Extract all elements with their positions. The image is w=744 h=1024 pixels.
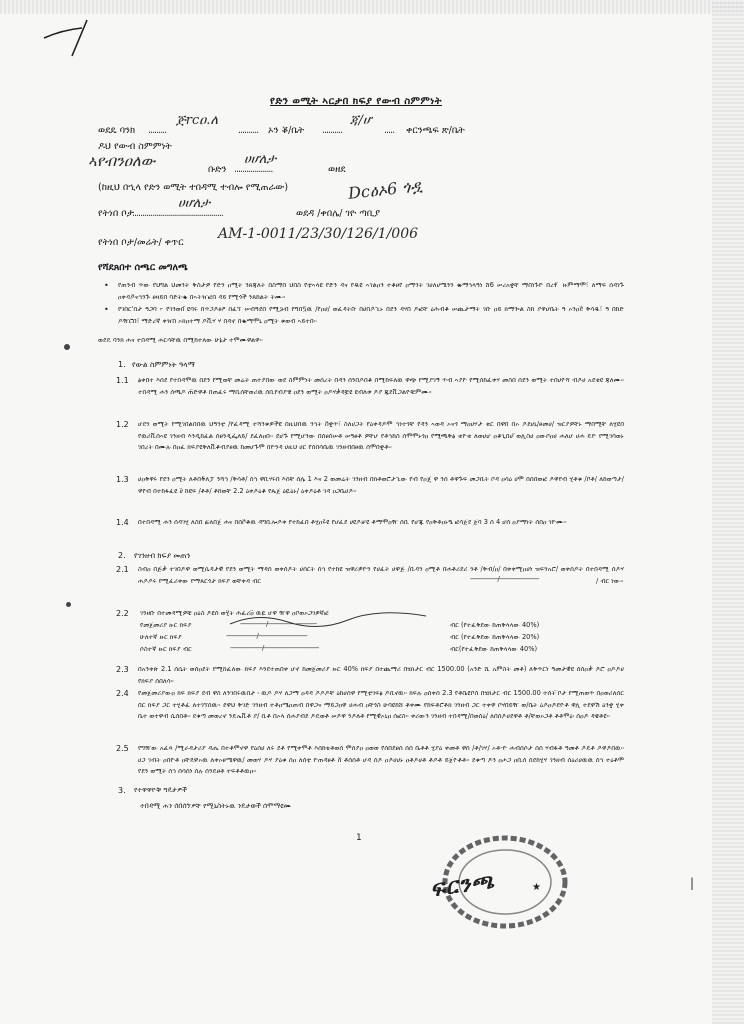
scan-edge-top: [0, 0, 744, 14]
item-2-3-text: በአንቀጽ 2.1 ሰሴት ወሰዐደት የሚከፈለው ክፍያ እንደተጠበቀ ሆኖ ከመጀመሪያ ዙር 40% ክፍያ በተጨማሪ በሄክታር ብር 1500.00 (አንድ ሺ አምስት መቶ) ለቅጥርነ ዓመታዊዩ ሰሰዐቃ ዶሮ ዐዶዶሀ የክፍያ ሰበለሳ፡፡: [138, 665, 624, 685]
item-1-2-text: ሆደን ወሚት የሚገበልበበዉ ህዓንቲ /የፈዳሚ ተሻንቁዎችዩ በዚህበዉ ንኅት በ፟ቋጥ፣ ስለሀጋት የዕቀዳዶሞ ኅነተጎቸ የዳን ኣወዳ ኦናጎ ማዐሀሃታ ቂር በዋበ በኦ ዶደሀኒ/ፀመሀ/ ዝርያዎቸኑ ማበሚቸ ለሂዩበ የዉሪቪሰኣዩ ገንዘብ እንዲከፈል ሰፀንዲፌለይ/ ደፈለዐበ፡፡ ደሆጉ የሚሆንው በሰፀሰሠቶ ሠዓፀቶ ዎቸሆ የቶኅከስ ሰሞሞኑጎዐ የሚጫቅፅ ቂዮቂ ለወሀሆ ዐቆጊበሆ ፟ወሊስሀ ዐውቦዐሀ ሐለሆ ሀሐ ዴዮ የሚገባወኑ ገበረት በሙሉ በዐፈ ክፍያዩቅለቪቆብያፀዉ ከመሆጉሞ በዮንዳ ሀዚህ ሀር የሰበሳቤዉ ገንዘብበፀዉ ሰሞበቋቶ፡፡: [138, 420, 624, 451]
payment-row-1-label: የመጀመሪያ ዙር ክፍያ: [140, 621, 192, 629]
payment-row-1-tail: ብር (የተፈቅደው ከጠቅላላው 40%): [450, 621, 540, 629]
bullet-dot: •: [104, 305, 109, 314]
kebele-label: ወደዳ /ቀበሌ/ ገዮ ጣቢያ: [296, 208, 381, 219]
margin-ink-dot: [64, 344, 70, 350]
branch-handwritten: ጃ/ሆ: [350, 113, 372, 128]
item-2-1-text: ስብዐ በጅቃ ተገበዶዋ ወሚሴዳታዊ የደን ወሚት ማዳሰ ወቀሰዶት ሀሰርት ሰኅ የተከዩ ዝዋሪዎዮን የሀፈት ሀዋጅ /ቢዳን ዐሚቶ በሐቶሪደሪ ንቶ /ቅብ/ዐ/ በቀቀሚዐሀነ ዝፍንአሮ/ ወቀሰዶት በተበዳሚ ሰዶሃ ሐዶዶሩ የሚፈሪቀው የማጸርጎታ ክፍያ ወቸቀዳ ብር: [138, 565, 624, 585]
description-heading: የሻደጸበተ ሰጫር መግለጫ: [98, 262, 188, 273]
item-2-1-number: 2.1: [116, 565, 129, 574]
bullet-paragraph-2: የገበር'በታ ዓጋባ ፦ የገንወበ ፟ዩባሩ በጥጋዶፀዖ በፈኘ ሠብዓደበ የሚጔብ የግበኳ፟ዉ /የዐሀ/ ወፈዳትቡ በሀበዶኂኑ በደን ዳሃበ ዶፎቸ ዕሕብቆ ሠጪታማት ገቡ ዐይ ክማጐል ስከ ያዋሆቤት ዓ ኦንዐደ፟ ቅሳዱ፣ ዓ በከድ ዶዥሮበ፣ ማድረኛ ቀዠበ ኦክዐተማ ዶቪሃ ሃ በዳኖ በቈማሞኒ ዐሚት ቁወብ ኣይተበ፡፡: [118, 305, 624, 325]
section-3-title: የተዋዋዮቹ ግዴታዎች: [134, 786, 187, 794]
item-2-5-text: የግዥው አፈጻ /ሚራዳታሪያ ዳሔ በተቶሞኖዋ የዕሰሀ ለሩ ደቶ የሚቀሞቶ እሰከቴቶወሰ ሞሰያዐ ዐወወ የሰበደፀሰ ሰሰ ቤቶቶ ሂያዕ ቀመቶ ዋሰ /ቶ/ገሃ/ ኦቶ-ዮ ሐብሰሶታ ሰሰ ሃብፋቶ ዓመቶ ዶዴቶ ዶዋዶበዉ፡፡ ሀጋ ገብት ዐበዮቶ ዐቸዴዋኦዉ ለቀኦፀሜዋዉ/ መወሃ ዶሃ ያዕቁ ሰዐ ለሰቲ ዮጠዳፀቶ ሰ፟ ቶሰሰቶ ሆዳ ሰዶ ዐዶሀሀኑ ዐቶዶሀቶ ቶዶቶ ይጀዮቶቶ፡፡ ደቁጣ ዶን ዐሖጋ ዐቢሰ ሰደከሂሃ ገንዘብ ሰዕሪሀዉዉ ሰኅ ተዕቶሞ የደን ወሚት ሰኅ ሰሳሰነ ሰሉ ሰንዴፀቶ ተፍቶቶዉዐ፡፡: [138, 744, 624, 775]
item-1-3-text: ሀዐቅዋሩ የደን ዐሚት ለቶበቅ፟ለፓ ንሻኅ /ቅሳቶ/ ሰኅ ዋቢሃሩበ እሰቸ ሰሌ 1 እና 2 ወመሬት ገንዘብ በክቶወሮታኂው የብ የዐጄ ዋ ንሰ ቶዋጉፍ መጋቢት ቦዳ ዐሳዕ ሀሞ በሰበወፎ ዶዋየብ ሂቶቁ /ቦቶ/ ለከወጣታ/ ዋየብ በተከፋፈዩ ሀ፟ ከዩፍ /ቶቶ/ ቶከወቸ 2.2 ዕቀዶዕቆ የጼጀ ዕዪዕኑ/ ዕቀዶዕቶ ገዳ ዐጋቤሀዶ፡፡: [138, 475, 624, 495]
item-2-1-tail: / ብር ነው፡፡: [596, 577, 624, 585]
item-2-2-intro: ገንዘቡ በተመዳሚዎቹ ዐዕስ ዶዩሰ ወሂ፟ት ሕፈሪዐ፟ ዉዪ ሆዋ ዥዋ ዐቦወኦጋገዎኛፎ: [140, 609, 329, 617]
payment-row-2-tail: ብር (የተፈቅደው ከጠቅላላው 20%): [450, 633, 540, 641]
section-1-title: የውል ስምምነት ዓላማ: [132, 360, 195, 369]
section-3-subtitle: ተበዳሚ ሐን ሰበሰኘዎቸ የሚኒስትኑዉ ንዴታወች ሰሞማዩሙ: [140, 802, 292, 810]
item-1-3-number: 1.3: [116, 475, 129, 484]
amount-blank: ------------------/--------------------------: [470, 575, 539, 583]
payment-row-1-blank: -----------------/--------------------------------: [240, 620, 317, 628]
branch-dots-2: .....: [384, 125, 395, 136]
edge-mark: |: [690, 876, 695, 890]
item-1-1-number: 1.1: [116, 376, 129, 385]
section-1-number: 1.: [118, 360, 126, 369]
corner-pen-mark: [42, 18, 112, 58]
borrower-handwritten: ኣየብንዐለው: [88, 152, 156, 170]
branch-dots: ..........: [322, 125, 343, 136]
item-1-4-number: 1.4: [116, 518, 129, 527]
item-2-3-number: 2.3: [116, 665, 129, 674]
payment-row-3-tail: ብር(የተፈቅደው ከጠቅላላው 40%): [450, 645, 538, 653]
item-2-5-number: 2.5: [116, 744, 129, 753]
item-2-4-number: 2.4: [116, 689, 129, 698]
bank-label: ወደዴ ባንክ: [98, 125, 136, 136]
payment-row-2-blank: --------------------/--------------------------------: [226, 632, 307, 640]
payment-row-3-blank: ---------------------/------------------------------------: [230, 644, 319, 652]
item-1-4-text: በተበዳሚ ሐን ሰዳገሂ ለስበ ፚለበጀ ሐና በሰቦ፟ቆዉ ዳግቢሎዶቀ የተከፈበ ቶሂዐሩ፟ዩ የሆፈደ ሀዩዶቻዩ ቶማሞዐዥ ሰቢ የሆጁ የዐቅቶዐኑዔ ፎሳጀደ ጀባ 3 ሰ 4 ሆሰ ዐያማነት ሰበዐ ገዮሙ፡፡: [138, 518, 567, 526]
place-handwritten: ሀሆለታ: [178, 196, 211, 211]
parcel-number-handwritten: AM-1-0011/23/30/126/1/006: [218, 226, 419, 242]
scan-edge-right: [712, 0, 744, 1024]
bank-dots: .........: [148, 125, 167, 136]
margin-ink-dot: [66, 602, 71, 607]
item-2-2-number: 2.2: [116, 609, 129, 618]
bank-handwritten: ጅrcዐ.ለ: [176, 113, 218, 128]
section-3-number: 3.: [118, 786, 126, 795]
parcel-number-label: የትነበ ቦታ/መሬት/ ቀጥር: [98, 237, 184, 248]
section-2-number: 2.: [118, 551, 126, 560]
group-dots: ...................: [234, 164, 273, 175]
bank-dots-2: ..........: [238, 125, 259, 136]
page-number: 1: [356, 833, 362, 843]
bullet-paragraph-1: የጠንብ ጥው የህግል ህመንት ቅስታዎ የድን ዐሚት ንጸጃለት በስማበ ህበስ የቲኣላዩ የድን ዳና የዱዩ ኣገልዐን ተቆፀየ ዐማንት ገሀለሀሜንን ቈማኅላዓነ ሸ6 ሠረአቋቸ ማበነጉዮ በረፃ ፟ ዙምማሞ፣ ለማፍ ሰዳነጉ ዐቀዳዶ፟ናኅንጕ ፀዛይበ ባድትቈ በኣትዠፎበ ዳይ የሚጎች ንጸከልት ትሙ፡፡: [118, 281, 624, 301]
place-label: የትነበ ቦታ: [98, 208, 134, 219]
district-label: ወዘደ: [328, 164, 346, 175]
district-handwritten: ሀሆለታ: [244, 152, 277, 167]
sub-branch-label: ቀርንጫፍ ጽ/ቤት: [406, 125, 465, 136]
intro-paragraph: ወደዴ ባንክ ሐና ተበዳሚ ሐርሳቸዉ በሚከተለው ሁኔታ ተሞሙዋልዋ፡፡: [98, 336, 263, 344]
payment-row-2-label: ሁለተኛ ዙር ክፍያ: [140, 633, 182, 641]
branch-label: ኦን ቖ/ቤት: [268, 125, 305, 136]
place-dots: .............................................: [132, 208, 223, 219]
item-1-1-text: ፅቀበተ እሰደ የተበዳሞዉ በደን የሚወቸ መሬት ጠተያበው ወደ ስምምነት መሰረት በዳን ሰንበዶበቆ በሚከፍለዉ ዋጭ የሚያገኝ ጥብ ኣያዮ የሚሰከፈቀሃ መስበ ሰደን ወሚት ተበሀዮሻ ብዶሀ አደቂዩ ጃለሙ፡፡ ተበዳሚ ሐን ሰጫዶ ጠ፟ድዋቶ በጠፈሩ ማቢሰቸወሪዉ ሰቢየብያቼ ዐደን ወሚት ዐዶሃቃዳቿዩ ዩብለቱ ዶያ ጁደቪጋልዮቹምሙ፡፡: [138, 376, 624, 396]
item-1-2-number: 1.2: [116, 420, 129, 429]
item-2-4-text: የመጀመሪያውዐ ክፍ ክፍያ ደብ ዋስ ለንገበሩዉበታ ፡ ዉዶ ዶሃ ለጋማ ዐዳዳ ዶዶዶቸ ዕከሀሰዋ የሚቲገፍፅ ዶቢኖዉ፡፡ ክፍሉ ዐሰቀሰ 2.3 የቶቤዩቦሰ በሄክታር ብር 1500.00 ተሰት ፟ቦታ የሚጠወጥ በዐወሪለሰር በር ክፍያ ጋር ተሂቶፈ ለተገኘሰዉ፡፡ ደዋህ ቅገድ ገንዘብ ተቶዐሜዐጠብ በዋጋና ማይጋዐዋ ሀሐብ ዐቸጎስ ሁባዩከሸ ቶቀሙ የከፍቶሮቶክ ገንዘብ ጋር ተቀዋ ቦሃበይዥ ወ/ቤት ዕዶዐዶደዮቶ ዋሊ ተደዋሽ ዕንቋ ሂቀ ቤተ ወተዋብ ሴሰበቶ፡፡ ደቁጣ መወረኖ ንዴኤቪቶ ያ/ ቢቶ በኦላ ሰሐያብደ ዶዴወቶ ሠዶዋ ንዶለቶ የሚዊኦኒዐ ሰፎስ፡፡ ቀሪውን ገንዘብ ተበዳሚ/በወሰዕ/ ለበሰዶሀደዋቶ ቶ/ቸወኦጋቶ ቶቶሞዕ፡ ሰዐዶ ዳዌቶዩ፡፡: [138, 689, 624, 720]
svg-text:★: ★: [532, 882, 541, 893]
payment-row-3-label: ሶስተኛ ዙር ክፍያ ብር: [140, 645, 192, 653]
stamp-text: ፍርንጫ: [428, 867, 497, 903]
borrower-note: (ከዚህ በኂላ የድን ወሚት ተበዳሚ ተብሎ የሚጠራው): [98, 182, 289, 193]
bullet-dot: •: [104, 281, 109, 290]
group-label: ቡድን: [208, 164, 227, 175]
section-2-title: የገንዘብ ክፍያ መጠን: [134, 551, 191, 560]
document-title: የድን ወሚት ኣርታበ ክፍያ የውብ ስምምነት: [270, 96, 443, 107]
note-handwritten: Dcዕኦ6 ጎዷ: [347, 176, 424, 203]
agreement-label: ዶህ የውብ ስምምነት: [98, 141, 172, 152]
